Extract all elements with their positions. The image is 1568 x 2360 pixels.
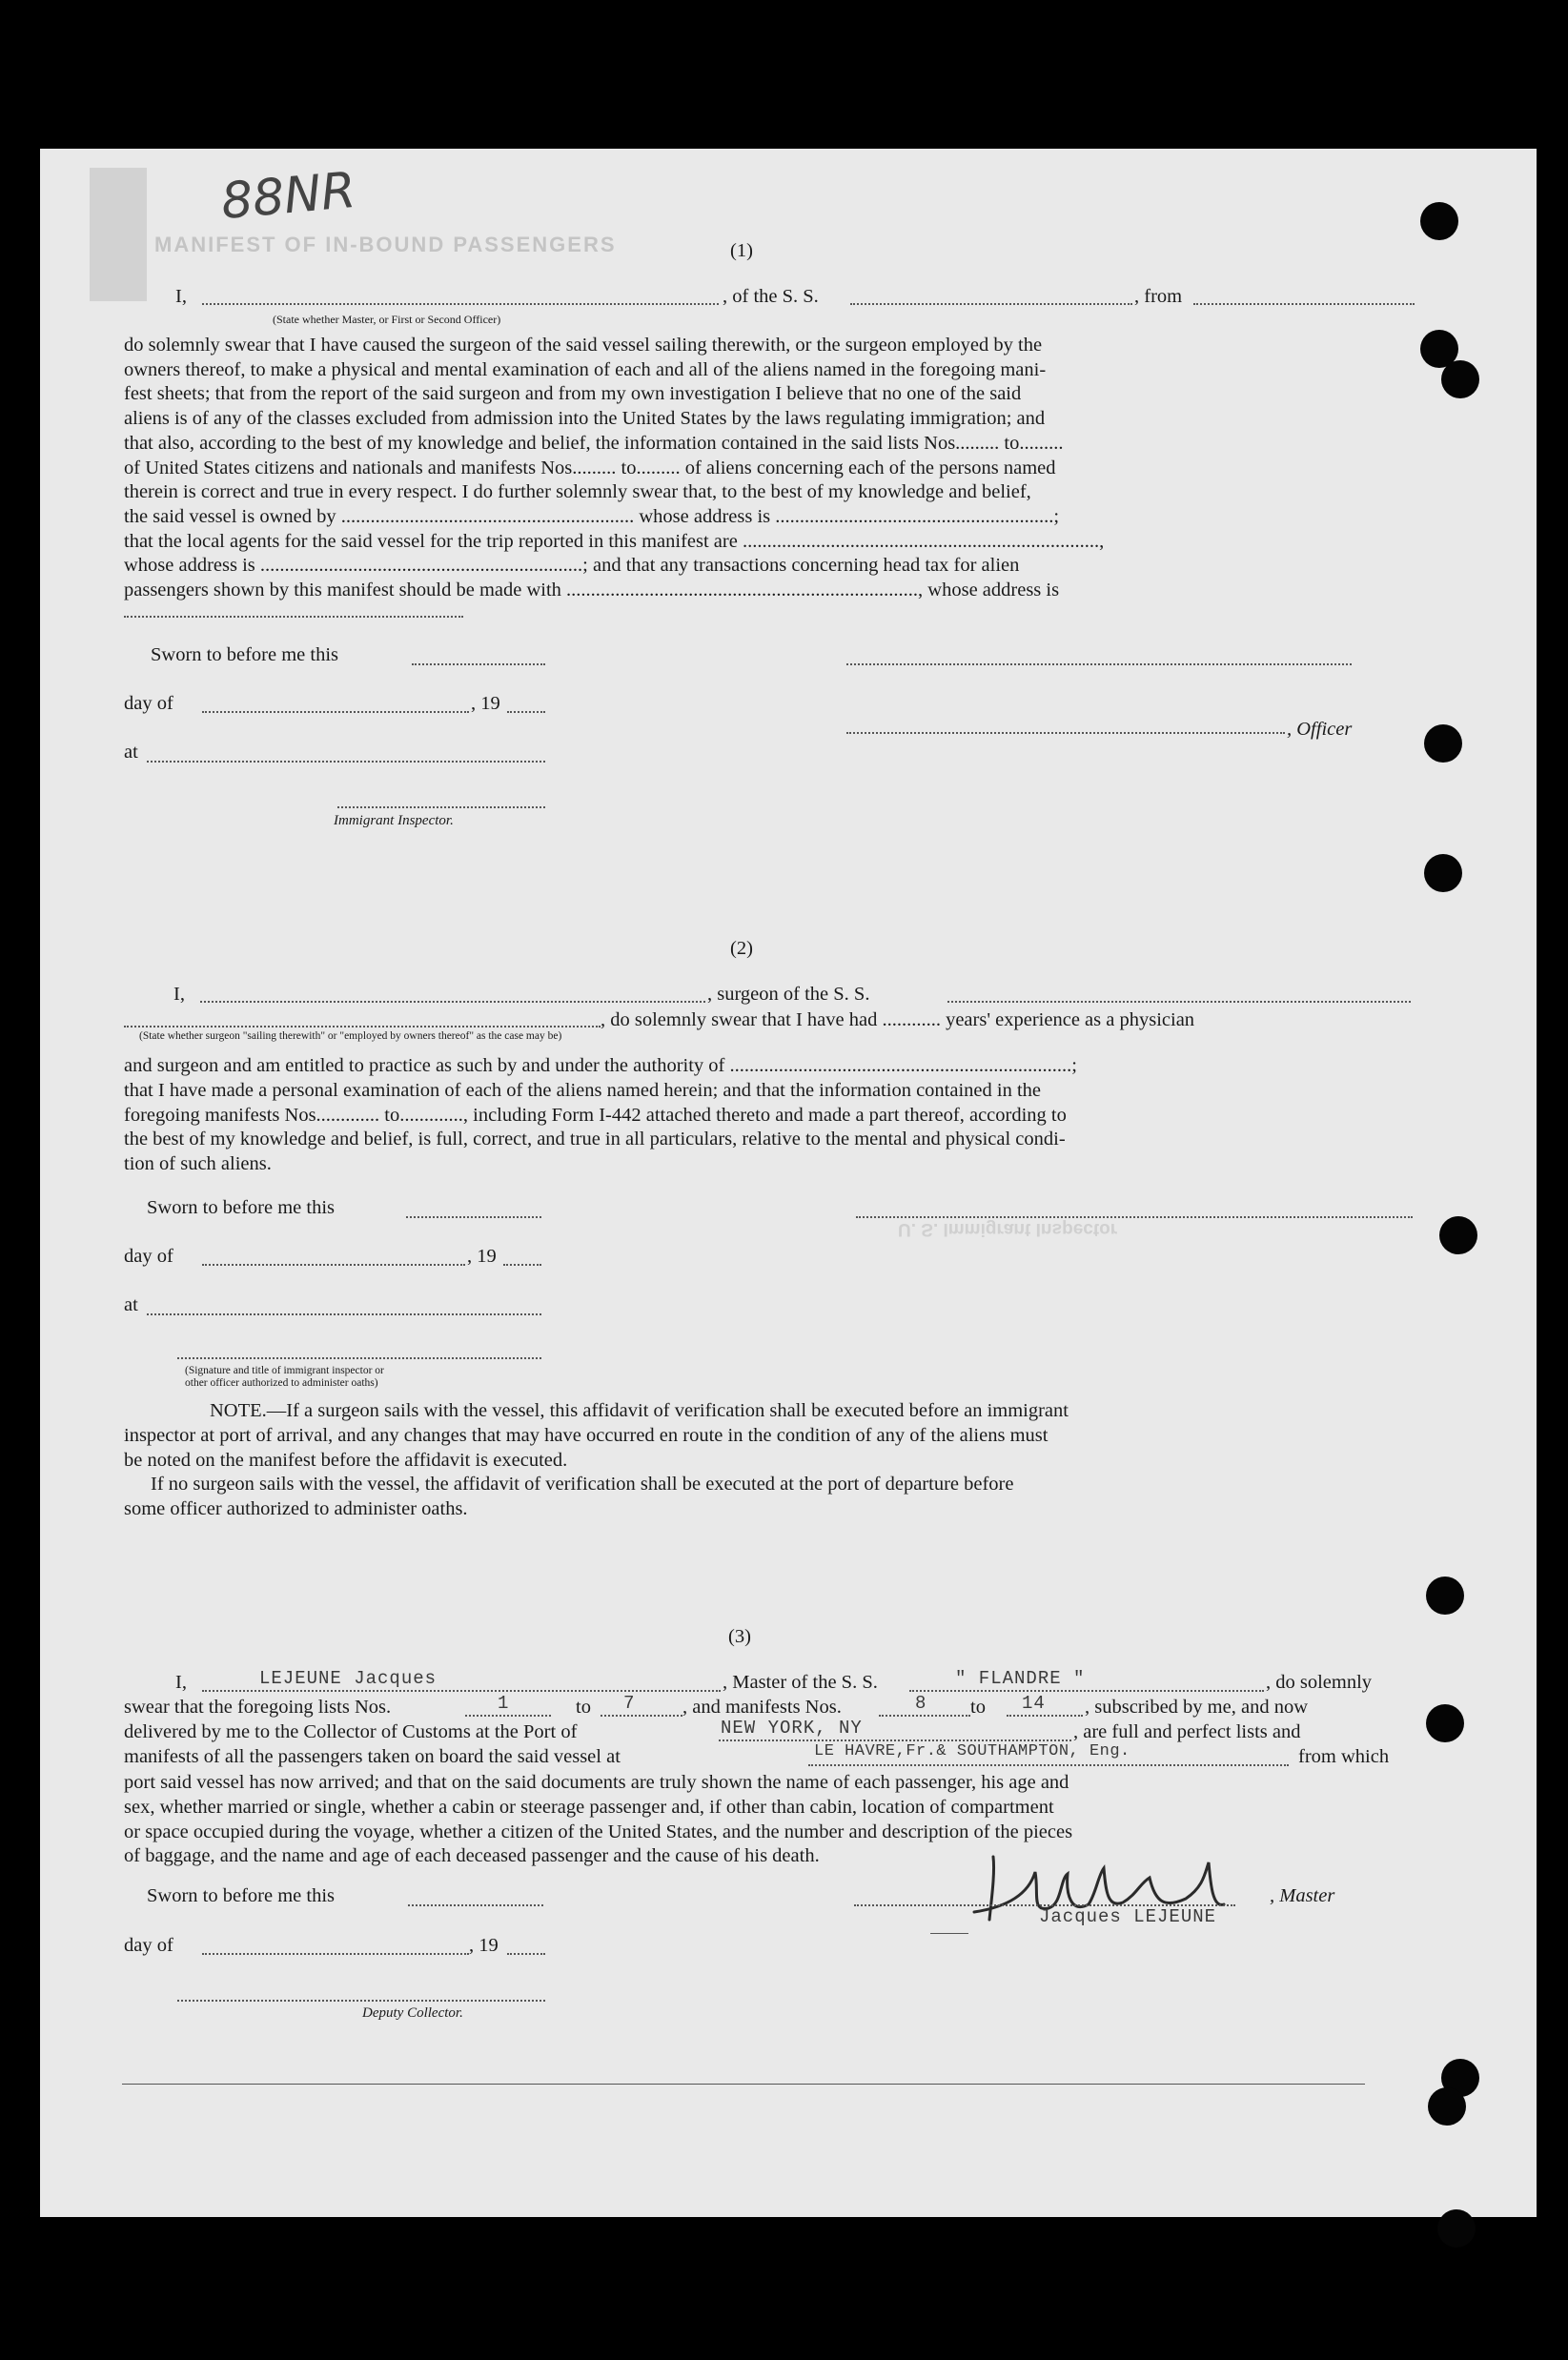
s1-day-blank	[202, 711, 469, 713]
s3-lists-from-blank	[465, 1715, 551, 1717]
s3-day-label: day of	[124, 1935, 173, 1956]
s2-sworn-label: Sworn to before me this	[147, 1197, 335, 1218]
punch-hole	[1428, 2087, 1466, 2126]
s3-master-blank	[202, 1690, 721, 1692]
s3-ship-blank	[909, 1690, 1264, 1692]
s2-surgeon-caption: (State whether surgeon "sailing therewith" or "employed by owners thereof" as the case may be)	[139, 1030, 562, 1042]
s3-day-blank	[202, 1953, 469, 1955]
bottom-rule	[122, 2084, 1365, 2085]
s2-note-line: be noted on the manifest before the affidavit is executed.	[124, 1449, 568, 1471]
s1-ship-blank	[850, 303, 1132, 305]
s2-signature-caption-2: other officer authorized to administer oaths)	[185, 1377, 378, 1389]
s3-paragraph	[124, 1771, 1072, 1869]
punch-hole	[1426, 1704, 1464, 1742]
s1-inspector-blank	[337, 806, 545, 808]
s1-para-line: owners thereof, to make a physical and mental examination of each and all of the aliens named in the foregoing mani-	[124, 358, 1047, 380]
s3-typed-lists-to: 7	[623, 1693, 636, 1714]
s3-line2-a: swear that the foregoing lists Nos.	[124, 1697, 392, 1718]
s2-para-line: that I have made a personal examination of each of the aliens named herein; and that the information contained in the	[124, 1079, 1041, 1101]
s3-origin-blank	[808, 1764, 1289, 1766]
section-3-number: (3)	[728, 1626, 751, 1647]
s3-typed-port: NEW YORK, NY	[721, 1718, 863, 1739]
s3-line3-a: delivered by me to the Collector of Customs at the Port of	[124, 1721, 578, 1742]
s3-typed-ship: " FLANDRE "	[955, 1668, 1086, 1689]
stamp-mark	[90, 168, 147, 301]
s2-day-blank	[202, 1264, 465, 1266]
s2-signature-caption-1: (Signature and title of immigrant inspector or	[185, 1365, 384, 1376]
s3-typed-name: Jacques LEJEUNE	[1039, 1906, 1217, 1927]
s2-surgeon-label: , surgeon of the S. S.	[707, 984, 870, 1005]
s1-year-blank	[507, 711, 545, 713]
s2-note-line: inspector at port of arrival, and any changes that may have occurred en route in the condition of any of the aliens must	[124, 1424, 1049, 1446]
s1-officer-label: , Officer	[1287, 719, 1353, 740]
punch-hole	[1439, 1216, 1477, 1254]
s2-at-label: at	[124, 1294, 138, 1315]
s1-officer-blank	[202, 303, 719, 305]
s2-i-label: I,	[173, 984, 185, 1005]
s1-at-label: at	[124, 742, 138, 763]
s3-lists-to-blank	[601, 1715, 682, 1717]
s2-note-line: If no surgeon sails with the vessel, the affidavit of verification shall be executed at the port of departure before	[151, 1474, 1014, 1495]
punch-hole	[1437, 2209, 1476, 2248]
s1-para-line: aliens is of any of the classes excluded from admission into the United States by the laws regulating immigration; and	[124, 408, 1046, 430]
s3-typed-manifest-to: 14	[1022, 1693, 1046, 1714]
s2-sworn-blank	[406, 1216, 541, 1218]
s1-inspector-caption: Immigrant Inspector.	[334, 813, 454, 828]
s3-port-blank	[719, 1739, 1071, 1741]
s3-line2-d: to	[970, 1697, 986, 1718]
s2-inspector-blank	[177, 1357, 541, 1359]
s1-officer-signature-blank	[846, 663, 1352, 665]
s1-para-line: do solemnly swear that I have caused the surgeon of the said vessel sailing therewith, or the surgeon employed by the	[124, 335, 1043, 356]
s3-sig-underline	[930, 1933, 968, 1934]
s3-master-label: , Master of the S. S.	[723, 1672, 878, 1693]
s2-paragraph	[124, 1054, 1077, 1177]
s3-year-label: , 19	[469, 1935, 499, 1956]
section-2-number: (2)	[730, 938, 753, 959]
s1-para-line: fest sheets; that from the report of the said surgeon and from my own investigation I believe that no one of the said	[124, 383, 1022, 405]
s3-para-line: of baggage, and the name and age of each deceased passenger and the cause of his death.	[124, 1845, 820, 1867]
s2-at-blank	[147, 1313, 541, 1315]
s3-para-line: or space occupied during the voyage, whether a citizen of the United States, and the number and description of the pieces	[124, 1821, 1073, 1842]
s3-sworn-blank	[408, 1904, 543, 1906]
punch-hole	[1424, 724, 1462, 763]
s1-i-label: I,	[175, 286, 187, 307]
s1-of-the-ss: , of the S. S.	[723, 286, 819, 307]
s2-note-line: NOTE.—If a surgeon sails with the vessel, this affidavit of verification shall be executed before an immigrant	[210, 1400, 1069, 1421]
s2-title-blank	[124, 1026, 601, 1027]
s1-officer-blank-2	[846, 732, 1285, 734]
s3-typed-master: LEJEUNE Jacques	[259, 1668, 438, 1689]
s1-year-label: , 19	[471, 693, 500, 714]
s3-line2-c: , and manifests Nos.	[682, 1697, 842, 1718]
s3-sworn-label: Sworn to before me this	[147, 1885, 335, 1906]
s1-sworn-label: Sworn to before me this	[151, 644, 338, 665]
s1-day-label: day of	[124, 693, 173, 714]
s3-i-label: I,	[175, 1672, 187, 1693]
s2-para-line: the best of my knowledge and belief, is full, correct, and true in all particulars, relative to the mental and physical condi-	[124, 1129, 1066, 1150]
s1-address-blank	[124, 616, 463, 618]
s2-para-line: foregoing manifests Nos............. to............., including Form I-442 attached thereto and made a part thereof, according to	[124, 1104, 1067, 1126]
s3-manifest-from-blank	[879, 1715, 970, 1717]
s2-faint-stamp: U. S. Immigrant Inspector	[898, 1219, 1118, 1239]
punch-hole	[1441, 360, 1479, 398]
punch-hole	[1424, 854, 1462, 892]
s3-master-label: , Master	[1270, 1885, 1335, 1906]
s3-line1-end: , do solemnly	[1266, 1672, 1373, 1693]
s3-collector-blank	[177, 2000, 545, 2002]
s3-line4-b: from which	[1298, 1746, 1390, 1767]
s2-line2: , do solemnly swear that I have had ............ years' experience as a physician	[601, 1009, 1195, 1030]
s1-officer-caption: (State whether Master, or First or Second Officer)	[273, 313, 501, 326]
s1-from-blank	[1193, 303, 1415, 305]
s3-typed-lists-from: 1	[498, 1693, 510, 1714]
s1-para-line: that also, according to the best of my knowledge and belief, the information contained in the said lists Nos......... to.........	[124, 432, 1064, 454]
punch-hole	[1420, 202, 1458, 240]
s1-para-line: therein is correct and true in every respect. I do further solemnly swear that, to the best of my knowledge and belief,	[124, 481, 1031, 503]
section-1-number: (1)	[730, 240, 753, 261]
s2-day-label: day of	[124, 1246, 173, 1267]
s3-manifest-to-blank	[1007, 1715, 1083, 1717]
s1-paragraph	[124, 334, 1104, 603]
s2-para-line: and surgeon and am entitled to practice as such by and under the authority of ......................................................................;	[124, 1055, 1077, 1076]
s1-para-line: of United States citizens and nationals and manifests Nos......... to......... of aliens concerning each of the persons named	[124, 457, 1056, 478]
s1-para-line: passengers shown by this manifest should be made with ........................................................................, whose address is	[124, 580, 1060, 601]
s3-line2-e: , subscribed by me, and now	[1085, 1697, 1308, 1718]
manifest-page	[40, 149, 1537, 2217]
s1-sworn-blank	[412, 663, 545, 665]
s3-line2-b: to	[576, 1697, 591, 1718]
s1-para-line: the said vessel is owned by ............................................................ whose address is .........................................................;	[124, 505, 1060, 527]
s3-line4-a: manifests of all the passengers taken on board the said vessel at	[124, 1746, 621, 1767]
s2-ship-blank	[947, 1001, 1411, 1003]
s3-para-line: sex, whether married or single, whether a cabin or steerage passenger and, if other than cabin, location of compartment	[124, 1796, 1054, 1818]
s1-para-line: that the local agents for the said vessel for the trip reported in this manifest are .........................................................................,	[124, 530, 1105, 552]
s2-year-blank	[503, 1264, 541, 1266]
s3-typed-origin: LE HAVRE,Fr.& SOUTHAMPTON, Eng.	[814, 1742, 1130, 1760]
s3-line3-b: , are full and perfect lists and	[1073, 1721, 1301, 1742]
s3-collector-caption: Deputy Collector.	[362, 2005, 463, 2021]
s2-note-line: some officer authorized to administer oaths.	[124, 1498, 468, 1520]
s1-at-blank	[147, 761, 545, 763]
s2-surgeon-name-blank	[200, 1001, 705, 1003]
s2-year-label: , 19	[467, 1246, 497, 1267]
s1-from-label: , from	[1134, 286, 1183, 307]
s3-year-blank	[507, 1953, 545, 1955]
s3-typed-manifest-from: 8	[915, 1693, 927, 1714]
s3-para-line: port said vessel has now arrived; and that on the said documents are truly shown the name of each passenger, his age and	[124, 1772, 1069, 1793]
s1-para-line: whose address is ..................................................................; and that any transactions concerning head tax for alien	[124, 555, 1020, 577]
handwritten-annotation: 88NR	[218, 161, 358, 232]
punch-hole	[1426, 1577, 1464, 1615]
faint-stamp-header: MANIFEST OF IN-BOUND PASSENGERS	[154, 233, 617, 256]
s2-para-line: tion of such aliens.	[124, 1153, 272, 1175]
s2-note	[124, 1399, 1069, 1522]
